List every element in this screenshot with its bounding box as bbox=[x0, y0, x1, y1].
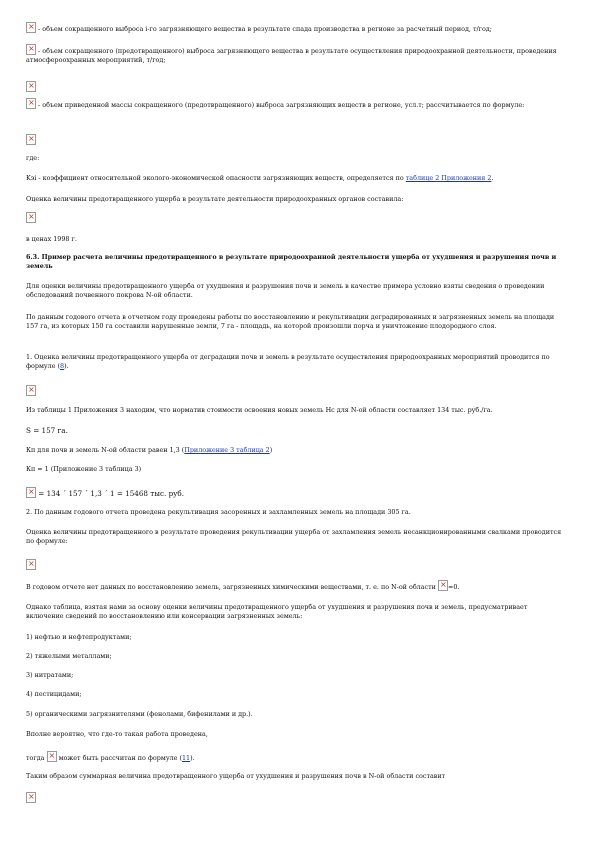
list-item: 1) нефтью и нефтепродуктами; bbox=[26, 633, 132, 641]
broken-image-icon: × bbox=[439, 580, 447, 589]
broken-image-icon: × bbox=[28, 81, 35, 90]
paragraph-kn: Кп = 1 (Приложение 3 таблица 3) bbox=[26, 465, 142, 473]
paragraph-likely: Вполне вероятно, что где-то такая работа проведена, bbox=[26, 730, 208, 738]
paragraph-total: Таким образом суммарная величина предотвращенного ущерба от ухудшения и разрушения почв в N-ой области составит bbox=[26, 772, 446, 780]
paragraph-where: где: bbox=[26, 154, 40, 162]
list-item: 4) пестицидами; bbox=[26, 690, 82, 698]
paragraph-annual-report: По данным годового отчета в отчетном году проведены работы по восстановлению и рекультивации деградированных и загрязненных земель на площади 157 га, из которых 150 га составили нарушенные земли, 7 га - площадь, на которой произошли порча и уничтожение плодородного слоя. bbox=[26, 313, 555, 330]
paragraph-item-2: 2. По данным годового отчета проведена рекультивация засоренных и захламленных земель на площади 305 га. bbox=[26, 508, 411, 516]
list-item: 3) нитратами; bbox=[26, 671, 74, 679]
formula-image-placeholder bbox=[26, 559, 36, 571]
formula-image-placeholder bbox=[26, 212, 36, 224]
broken-image-icon: × bbox=[28, 487, 35, 496]
list-item: 2) тяжелыми металлами; bbox=[26, 652, 112, 660]
link-formula-11[interactable]: 11 bbox=[181, 754, 191, 762]
broken-image-icon: × bbox=[28, 212, 35, 221]
paragraph-prices: в ценах 1998 г. bbox=[26, 235, 77, 243]
link-formula-8[interactable]: 8 bbox=[60, 362, 65, 370]
section-heading-6-3: 6.3. Пример расчета величины предотвращенного в результате природоохранной деятельности ущерба от ухудшения и разрушения почв и земель bbox=[26, 253, 557, 270]
formula-image-placeholder bbox=[26, 134, 36, 146]
paragraph-reduced-emission-activity: × - объем сокращенного (предотвращенного) выброса загрязняющего вещества в результате осуществления природоохранной деятельности, проведения атмосфероохранных мероприятий, т/год; bbox=[26, 44, 557, 64]
broken-image-icon: × bbox=[28, 98, 35, 107]
formula-image-placeholder bbox=[26, 792, 36, 804]
paragraph-kei: Kэi - коэффициент относительной эколого-экономической опасности загрязняющих веществ, определяется по таблице 2 Приложения 2. bbox=[26, 174, 494, 182]
paragraph-kp: Кп для почв и земель N-ой области равен 1,3 (Приложение 3 таблица 2) bbox=[26, 446, 273, 454]
link-table-2-appendix-2[interactable]: таблице 2 Приложения 2 bbox=[405, 174, 492, 182]
paragraph-table-1: Из таблицы 1 Приложения 3 находим, что норматив стоимости освоения новых земель Нс для N-ой области составляет 134 тыс. руб./га. bbox=[26, 406, 493, 414]
broken-image-icon: × bbox=[28, 385, 35, 394]
broken-image-icon: × bbox=[28, 792, 35, 801]
paragraph-reduced-emission-decline: × - объем сокращенного выброса i-го загрязняющего вещества в результате спада производства в регионе за расчетный период, т/год; bbox=[28, 22, 492, 33]
paragraph-nonetheless: Однако таблица, взятая нами за основу оценки величины предотвращенного ущерба от ухудшения и разрушения почв и земель, предусматривает включение сведений по восстановлению или консервации загрязненных земель: bbox=[26, 603, 528, 620]
broken-image-icon: × bbox=[28, 134, 35, 143]
paragraph-intro: Для оценки величины предотвращенного ущерба от ухудшения и разрушения почв и земель в качестве примера условно взяты сведения о проведении обследований почвенного покрова N-ой области. bbox=[26, 282, 545, 299]
broken-image-icon: × bbox=[28, 44, 35, 53]
paragraph-reduced-mass: × - объем приведенной массы сокращенного (предотвращенного) выброса загрязняющих веществ в регионе, усл.т; рассчитывается по формуле: bbox=[28, 98, 525, 109]
broken-image-icon: × bbox=[28, 559, 35, 568]
link-appendix-3-table-2[interactable]: Приложение 3 таблица 2 bbox=[184, 446, 270, 454]
paragraph-estimate-agencies: Оценка величины предотвращенного ущерба в результате деятельности природоохранных органов составила: bbox=[26, 195, 404, 203]
paragraph-estimate-landfill: Оценка величины предотвращенного в результате проведения рекультивации ущерба от захламления земель несанкционированными свалками проводится по формуле: bbox=[26, 528, 562, 545]
paragraph-item-1: 1. Оценка величины предотвращенного ущерба от деградации почв и земель в результате осуществления природоохранных мероприятий проводится по формуле (8). bbox=[26, 353, 550, 370]
broken-image-icon: × bbox=[48, 751, 56, 760]
formula-image-placeholder bbox=[26, 385, 36, 397]
paragraph-then: тогда × может быть рассчитан по формуле (11). bbox=[26, 751, 195, 762]
paragraph-s-value: S = 157 га. bbox=[26, 426, 68, 435]
broken-image-icon: × bbox=[28, 22, 35, 31]
paragraph-no-data: В годовом отчете нет данных по восстановлению земель, загрязненных химическими веществами, т. е. по N-ой области × =0. bbox=[26, 580, 460, 591]
formula-image-placeholder bbox=[26, 81, 36, 93]
list-item: 5) органическими загрязнителями (фенолами, бифенилами и др.). bbox=[26, 710, 253, 718]
paragraph-result: × = 134 ´ 157 ´ 1,3 ´ 1 = 15468 тыс. руб. bbox=[28, 487, 185, 498]
